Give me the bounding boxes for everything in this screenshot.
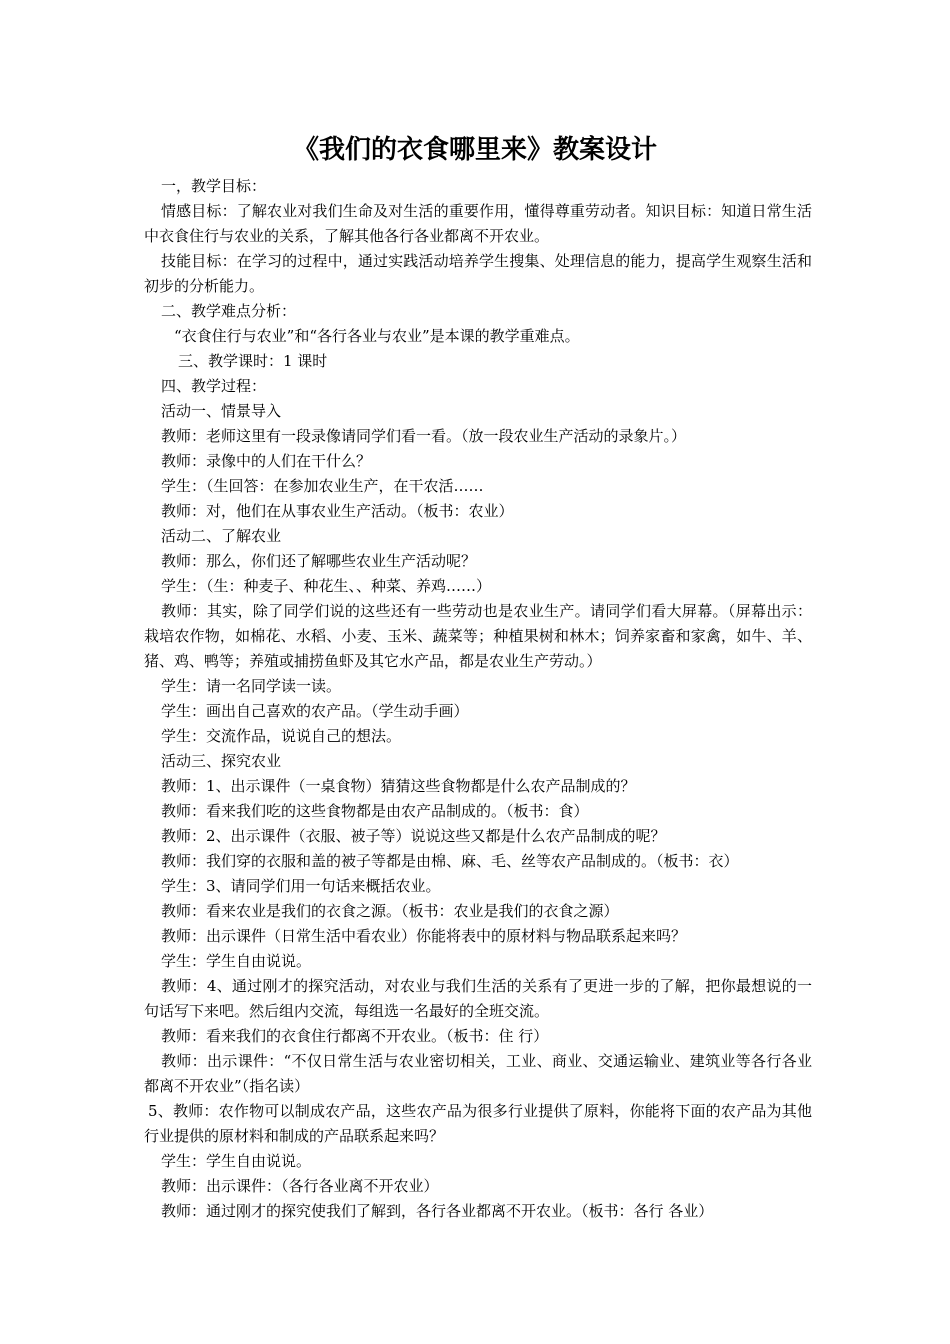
dialogue-line: 教师：通过刚才的探究使我们了解到，各行各业都离不开农业。（板书：各行 各业） — [161, 1202, 714, 1220]
dialogue-line: 学生：交流作品，说说自己的想法。 — [161, 727, 402, 745]
dialogue-line: 教师：其实，除了同学们说的这些还有一些劳动也是农业生产。请同学们看大屏幕。（屏幕出示：栽培农作物，如棉花、水稻、小麦、玉米、蔬菜等；种植果树和林木；饲养家畜和家禽，如牛、羊、猪、鸡、鸭等；养殖或捕捞鱼虾及其它水产品，都是农业生产劳动。） — [144, 602, 812, 670]
document-title: 《我们的衣食哪里来》教案设计 — [292, 135, 657, 165]
dialogue-line: 教师：老师这里有一段录像请同学们看一看。（放一段农业生产活动的录象片。） — [161, 427, 687, 445]
activity-heading-3: 活动三、探究农业 — [161, 752, 282, 770]
dialogue-line: 学生：学生自由说说。 — [161, 1152, 312, 1170]
section-heading-objectives: 一，教学目标： — [161, 177, 267, 195]
dialogue-line: 教师：4、通过刚才的探究活动，对农业与我们生活的关系有了更进一步的了解，把你最想说的一句话写下来吧。然后组内交流，每组选一名最好的全班交流。 — [144, 977, 812, 1020]
dialogue-line: 教师：2、出示课件（衣服、被子等）说说这些又都是什么农产品制成的呢？ — [161, 827, 666, 845]
section-heading-difficulty: 二、教学难点分析： — [161, 302, 297, 320]
dialogue-line: 教师：录像中的人们在干什么？ — [161, 452, 372, 470]
section-heading-hours: 三、教学课时：1 课时 — [178, 352, 328, 370]
dialogue-line: 学生：请一名同学读一读。 — [161, 677, 342, 695]
dialogue-line: 教师：出示课件：（各行各业离不开农业） — [161, 1177, 439, 1195]
dialogue-line: 教师：我们穿的衣服和盖的被子等都是由棉、麻、毛、丝等农产品制成的。（板书：衣） — [161, 852, 739, 870]
dialogue-line: 5、教师：农作物可以制成农产品，这些农产品为很多行业提供了原料，你能将下面的农产品为其他行业提供的原材料和制成的产品联系起来吗？ — [144, 1102, 812, 1145]
document-body — [144, 174, 812, 1224]
dialogue-line: 学生：（生：种麦子、种花生、、种菜、养鸡……） — [161, 577, 492, 595]
dialogue-line: 学生：画出自己喜欢的农产品。（学生动手画） — [161, 702, 469, 720]
dialogue-line: 教师：1、出示课件（一桌食物）猜猜这些食物都是什么农产品制成的？ — [161, 777, 636, 795]
dialogue-line: 教师：看来我们吃的这些食物都是由农产品制成的。（板书：食） — [161, 802, 589, 820]
dialogue-line: 学生：3、请同学们用一句话来概括农业。 — [161, 877, 441, 895]
paragraph-difficulty: “衣食住行与农业”和“各行各业与农业”是本课的教学重难点。 — [174, 327, 580, 345]
dialogue-line: 教师：出示课件：“不仅日常生活与农业密切相关，工业、商业、交通运输业、建筑业等各行各业都离不开农业”（指名读） — [144, 1052, 812, 1095]
paragraph-skill-goal: 技能目标：在学习的过程中，通过实践活动培养学生搜集、处理信息的能力，提高学生观察生活和初步的分析能力。 — [144, 252, 812, 295]
dialogue-line: 学生：（生回答：在参加农业生产，在干农活…… — [161, 477, 484, 495]
dialogue-line: 学生：学生自由说说。 — [161, 952, 312, 970]
dialogue-line: 教师：对，他们在从事农业生产活动。（板书：农业） — [161, 502, 514, 520]
section-heading-process: 四、教学过程： — [161, 377, 267, 395]
dialogue-line: 教师：看来农业是我们的衣食之源。（板书：农业是我们的衣食之源） — [161, 902, 619, 920]
paragraph-emotional-goal: 情感目标：了解农业对我们生命及对生活的重要作用，懂得尊重劳动者。知识目标：知道日常生活中衣食住行与农业的关系，了解其他各行各业都离不开农业。 — [144, 202, 812, 245]
dialogue-line: 教师：看来我们的衣食住行都离不开农业。（板书：住 行） — [161, 1027, 549, 1045]
activity-heading-1: 活动一、情景导入 — [161, 402, 282, 420]
activity-heading-2: 活动二、了解农业 — [161, 527, 282, 545]
dialogue-line: 教师：那么，你们还了解哪些农业生产活动呢？ — [161, 552, 477, 570]
dialogue-line: 教师：出示课件（日常生活中看农业）你能将表中的原材料与物品联系起来吗？ — [161, 927, 687, 945]
